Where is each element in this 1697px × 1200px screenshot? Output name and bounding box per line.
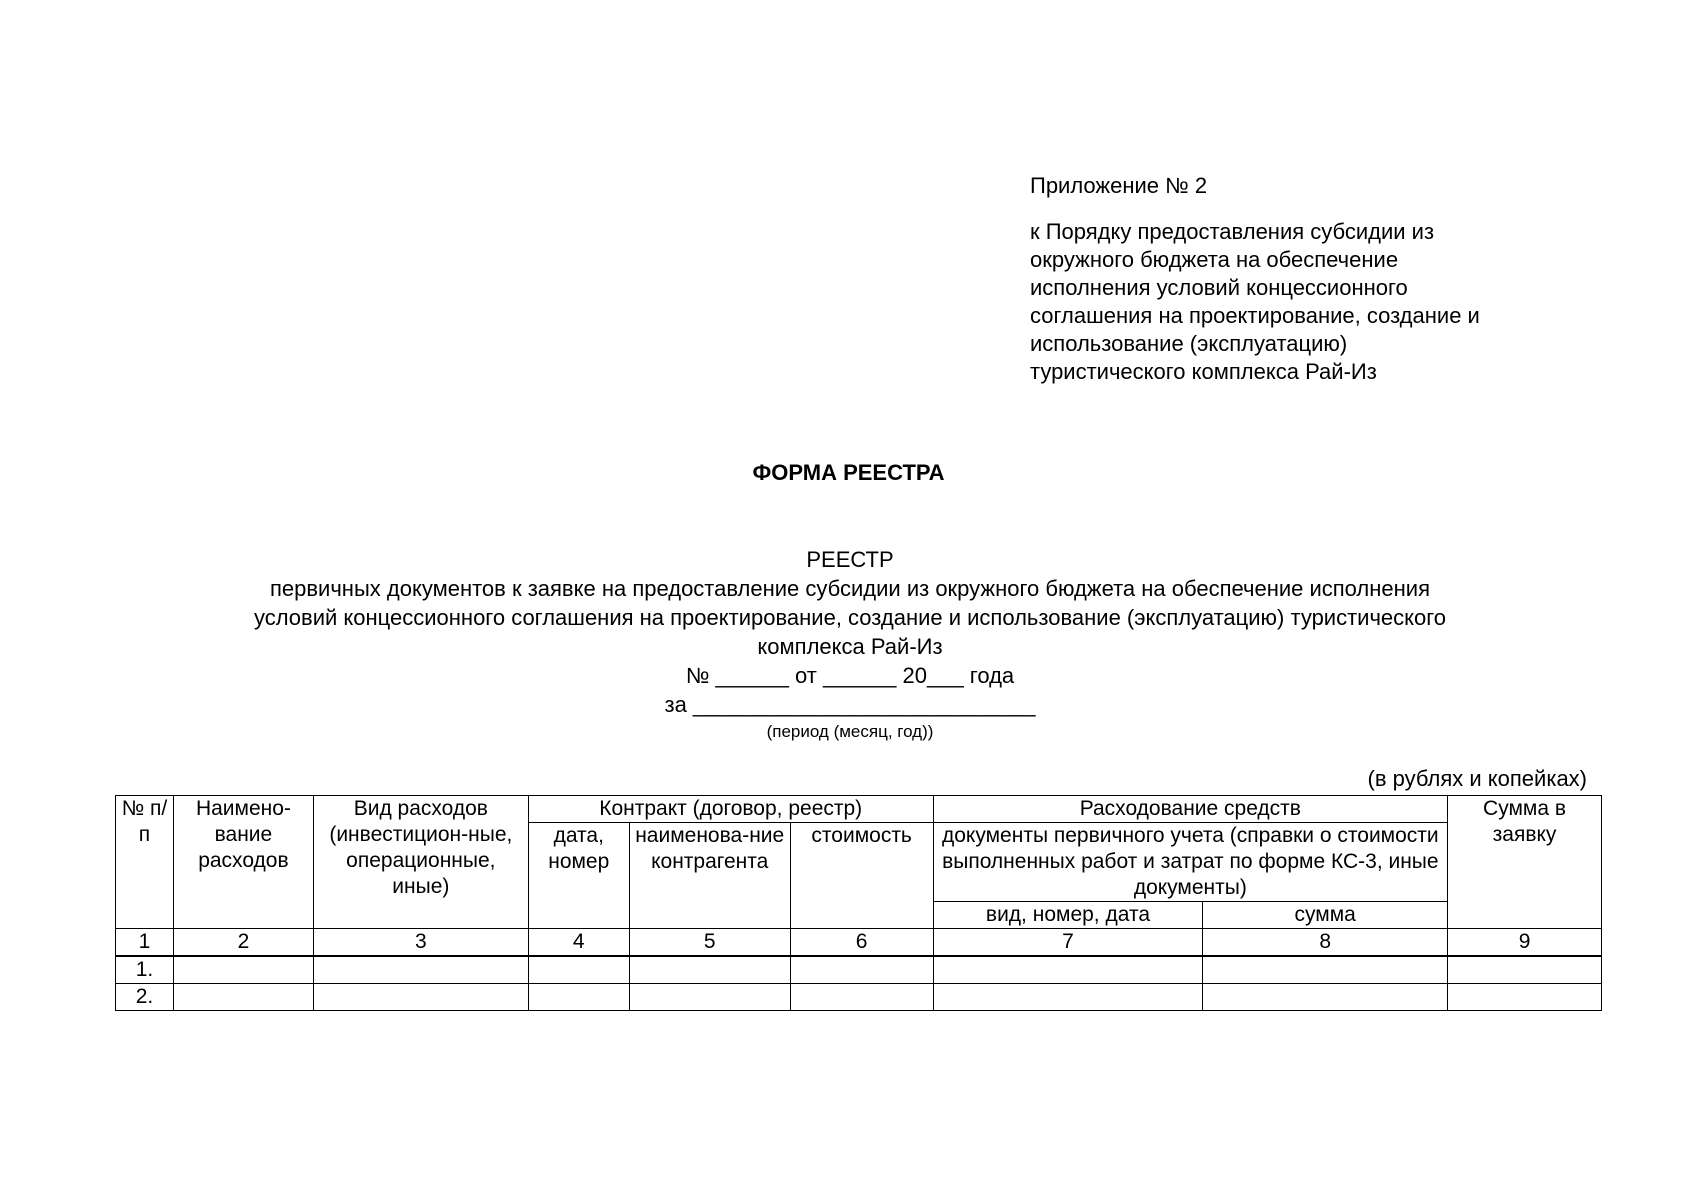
registry-subtitle-line: условий концессионного соглашения на проектирование, создание и использование (эксплуатацию) туристического	[253, 605, 1447, 630]
appendix-line: соглашения на проектирование, создание и	[1030, 303, 1480, 328]
table-cell[interactable]	[1448, 956, 1602, 984]
header-num: № п/п	[116, 796, 174, 929]
table-cell[interactable]	[1203, 956, 1448, 984]
registry-table	[115, 795, 1602, 1011]
header-doc-kind: вид, номер, дата	[933, 902, 1203, 929]
column-number-row	[116, 929, 1602, 957]
column-number: 2	[173, 929, 313, 957]
header-expense-type: Вид расходов (инвестицион-ные, операционные, иные)	[313, 796, 528, 929]
registry-header	[100, 545, 1600, 743]
table-row	[116, 984, 1602, 1011]
header-contract: Контракт (договор, реестр)	[528, 796, 933, 823]
column-number: 4	[528, 929, 629, 957]
appendix-line: исполнения условий концессионного	[1030, 275, 1408, 300]
table-cell[interactable]	[528, 984, 629, 1011]
table-cell[interactable]	[1203, 984, 1448, 1011]
registry-heading: РЕЕСТР	[806, 547, 894, 572]
table-cell[interactable]	[1448, 984, 1602, 1011]
table-row	[116, 956, 1602, 984]
period-hint: (период (месяц, год))	[766, 722, 934, 741]
table-cell[interactable]	[528, 956, 629, 984]
header-contract-cost: стоимость	[790, 823, 933, 929]
table-cell[interactable]	[933, 984, 1203, 1011]
table-cell[interactable]	[313, 956, 528, 984]
column-number: 1	[116, 929, 174, 957]
header-counterparty: наименова-ние контрагента	[629, 823, 790, 929]
table-cell[interactable]	[933, 956, 1203, 984]
header-expense-name: Наимено-вание расходов	[173, 796, 313, 929]
table-cell[interactable]	[629, 984, 790, 1011]
column-number: 5	[629, 929, 790, 957]
form-title: ФОРМА РЕЕСТРА	[752, 460, 945, 485]
appendix-line: к Порядку предоставления субсидии из	[1030, 219, 1435, 244]
column-number: 3	[313, 929, 528, 957]
column-number: 6	[790, 929, 933, 957]
header-doc-sum: сумма	[1203, 902, 1448, 929]
table-cell[interactable]	[173, 956, 313, 984]
header-contract-date: дата, номер	[528, 823, 629, 929]
appendix-number: Приложение № 2	[1030, 173, 1208, 198]
column-number: 7	[933, 929, 1203, 957]
units-note: (в рублях и копейках)	[1367, 766, 1587, 791]
row-number: 1.	[116, 956, 174, 984]
table-cell[interactable]	[313, 984, 528, 1011]
table-cell[interactable]	[790, 984, 933, 1011]
appendix-line: использование (эксплуатацию)	[1030, 331, 1348, 356]
table-cell[interactable]	[790, 956, 933, 984]
column-number: 8	[1203, 929, 1448, 957]
registry-subtitle-line: первичных документов к заявке на предоставление субсидии из окружного бюджета на обеспечение исполнения	[269, 576, 1431, 601]
registry-period-line: за ____________________________	[664, 692, 1036, 717]
appendix-line: окружного бюджета на обеспечение	[1030, 247, 1399, 272]
table-cell[interactable]	[629, 956, 790, 984]
appendix-line: туристического комплекса Рай-Из	[1030, 359, 1377, 384]
column-number: 9	[1448, 929, 1602, 957]
row-number: 2.	[116, 984, 174, 1011]
header-primary-docs: документы первичного учета (справки о стоимости выполненных работ и затрат по форме КС-3, иные документы)	[933, 823, 1447, 902]
header-request-sum: Сумма в заявку	[1448, 796, 1602, 929]
registry-subtitle-line: комплекса Рай-Из	[757, 634, 943, 659]
header-spending: Расходование средств	[933, 796, 1447, 823]
registry-number-line: № ______ от ______ 20___ года	[685, 663, 1015, 688]
appendix-block	[1030, 172, 1650, 386]
table-cell[interactable]	[173, 984, 313, 1011]
